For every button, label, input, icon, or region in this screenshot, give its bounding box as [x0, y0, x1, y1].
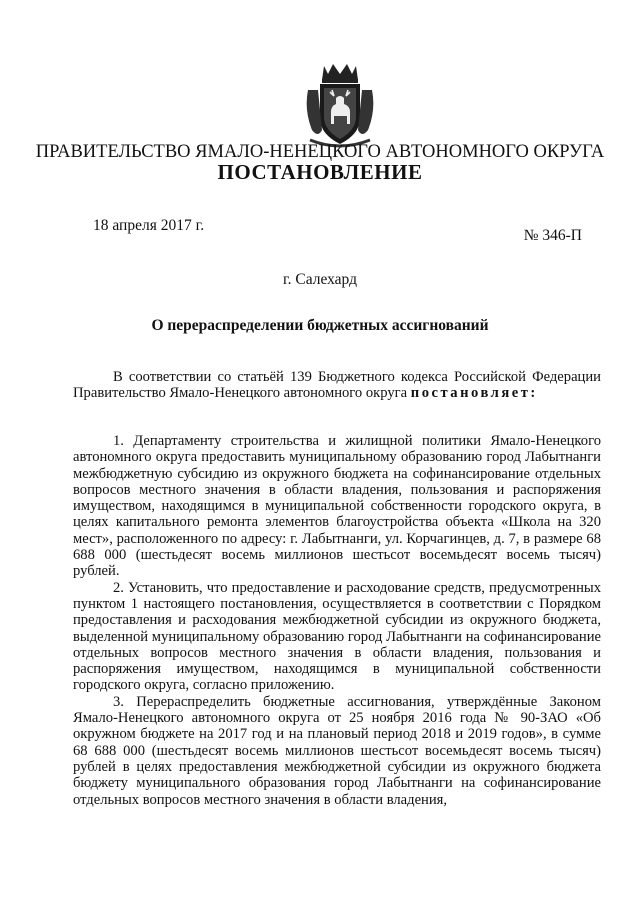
paragraph-1: 1. Департаменту строительства и жилищной политики Ямало-Ненецкого автономного округа предоставить муниципальному образованию город Лабытнанги межбюджетную субсидию из окружного бюджета на софинансирование отдельных вопросов местного значения в области владения, пользования и распоряжения имуществом, находящимся в муниципальной собственности городского округа, в целях капитального ремонта элементов благоустройства объекта «Школа на 320 мест», расположенного по адресу: г. Лабытнанги, ул. Корчагинцев, д. 7, в размере 68 688 000 (шестьдесят восемь миллионов шестьсот восемьдесят восемь тысяч) рублей.: [73, 433, 601, 580]
yamal-coat-of-arms-icon: [300, 60, 380, 150]
document-date: 18 апреля 2017 г.: [93, 217, 205, 234]
preamble-paragraph: [73, 369, 601, 402]
document-number: № 346-П: [523, 227, 582, 244]
decree-word: постановляет:: [410, 385, 538, 402]
document-city: г. Салехард: [283, 271, 357, 288]
government-name: ПРАВИТЕЛЬСТВО ЯМАЛО-НЕНЕЦКОГО АВТОНОМНОГО ОКРУГА: [35, 142, 605, 162]
preamble: [73, 369, 601, 402]
document-body: [73, 433, 601, 808]
document-subject: О перераспределении бюджетных ассигнований: [151, 317, 489, 334]
paragraph-3: 3. Перераспределить бюджетные ассигнования, утверждённые Законом Ямало-Ненецкого автономного округа от 25 ноября 2016 года № 90-ЗАО «Об окружном бюджете на 2017 год и на плановый период 2018 и 2019 годов», в сумме 68 688 000 (шестьдесят восемь миллионов шестьсот восемьдесят восемь тысяч) рублей в целях предоставления межбюджетной субсидии из окружного бюджета бюджету муниципального образования город Лабытнанги на софинансирование отдельных вопросов местного значения в области владения,: [73, 693, 601, 808]
preamble-text: В соответствии со статьёй 139 Бюджетного кодекса Российской Федерации Правительство Ямало-Ненецкого автономного округа: [73, 369, 601, 402]
document-type-title: ПОСТАНОВЛЕНИЕ: [217, 160, 423, 184]
paragraph-2: 2. Установить, что предоставление и расходование средств, предусмотренных пунктом 1 настоящего постановления, осуществляется в соответствии с Порядком предоставления и расходования межбюджетной субсидии из окружного бюджета, выделенной муниципальному образованию город Лабытнанги на софинансирование отдельных вопросов местного значения в области владения, пользования и распоряжения имуществом, находящимся в муниципальной собственности городского округа, согласно приложению.: [73, 579, 601, 694]
